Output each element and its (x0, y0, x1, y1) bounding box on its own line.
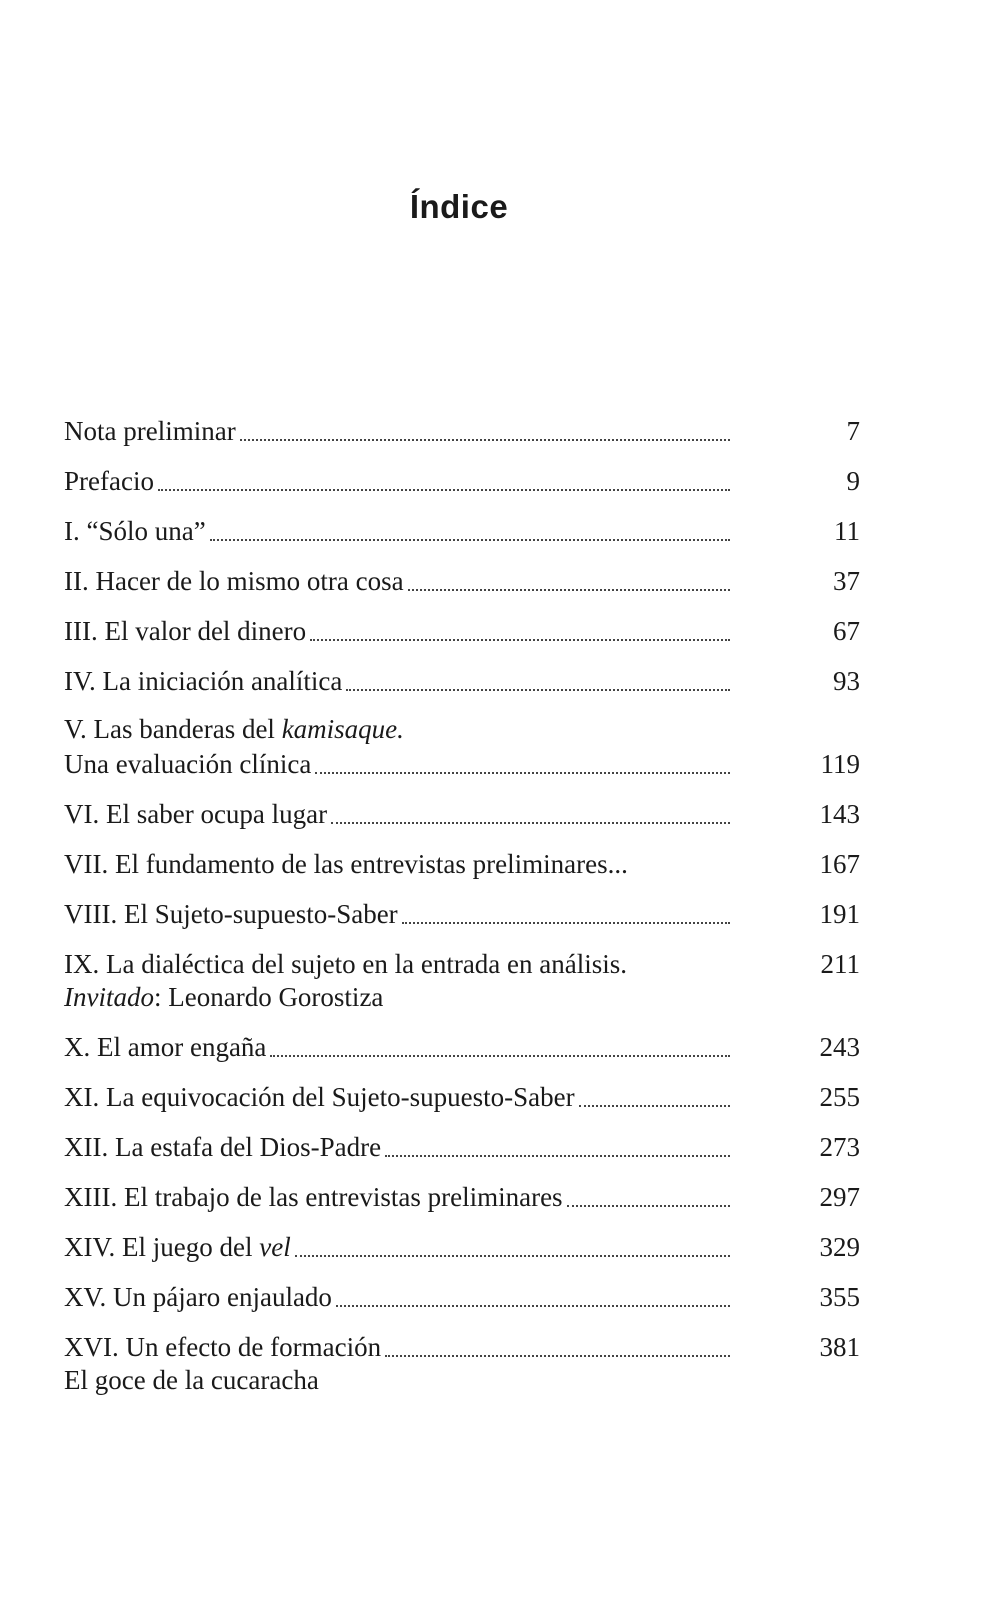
toc-entry-label: XVI. Un efecto de formación (64, 1332, 382, 1362)
toc-entry-chapter-9 (64, 947, 860, 1015)
toc-entry-page: 243 (819, 1032, 860, 1062)
dot-leader (158, 489, 730, 491)
toc-entry-page: 191 (819, 899, 860, 929)
dot-leader (567, 1205, 730, 1207)
dot-leader (315, 772, 730, 774)
toc-entry-page: 11 (834, 516, 860, 546)
toc-entry-page: 297 (819, 1182, 860, 1212)
dot-leader (579, 1105, 730, 1107)
toc-entry-label: II. Hacer de lo mismo otra cosa (64, 566, 404, 596)
toc-entry-label: XV. Un pájaro enjaulado (64, 1282, 332, 1312)
toc-entry-chapter-14 (64, 1230, 860, 1265)
toc-entry-chapter-16 (64, 1330, 860, 1398)
dot-leader (346, 689, 730, 691)
toc-entry-label: I. “Sólo una” (64, 516, 206, 546)
toc-entry-chapter-15 (64, 1280, 860, 1315)
dot-leader (385, 1355, 730, 1357)
dot-leader (336, 1305, 730, 1307)
toc-entry-chapter-6 (64, 797, 860, 832)
toc-entry-page: 93 (833, 666, 860, 696)
dot-leader (295, 1255, 730, 1257)
toc-entry-page: 211 (820, 949, 860, 979)
toc-entry-label: V. Las banderas del (64, 714, 282, 744)
toc-entry-chapter-2 (64, 564, 860, 599)
dot-leader (270, 1055, 730, 1057)
toc-entry-label: X. El amor engaña (64, 1032, 267, 1062)
toc-entry-label: III. El valor del dinero (64, 616, 307, 646)
toc-entry-label-line2: El goce de la cucaracha (64, 1365, 319, 1395)
toc-entry-label-italic: vel (259, 1232, 291, 1262)
toc-entry-chapter-3 (64, 614, 860, 649)
toc-entry-chapter-11 (64, 1080, 860, 1115)
toc-entry-label: VIII. El Sujeto-supuesto-Saber (64, 899, 398, 929)
toc-entry-page: 143 (819, 799, 860, 829)
toc-entry-prefacio (64, 464, 860, 499)
toc-entry-page: 7 (846, 416, 860, 446)
toc-entry-page: 273 (819, 1132, 860, 1162)
toc-entry-page: 37 (833, 566, 860, 596)
toc-entry-label-line2: Una evaluación clínica (64, 749, 312, 779)
toc-entry-chapter-12 (64, 1130, 860, 1165)
toc-entry-label-italic: kamisaque. (281, 714, 404, 744)
toc-entry-chapter-13 (64, 1180, 860, 1215)
toc-entry-label (64, 1230, 291, 1265)
toc-entry-page: 9 (846, 466, 860, 496)
toc-entry-label: XII. La estafa del Dios-Padre (64, 1132, 382, 1162)
toc-entry-label: IV. La iniciación analítica (64, 666, 343, 696)
dot-leader (310, 639, 730, 641)
dot-leader (331, 822, 730, 824)
dot-leader (402, 922, 730, 924)
toc-entry-label: XI. La equivocación del Sujeto-supuesto-Saber (64, 1082, 575, 1112)
dot-leader (240, 439, 730, 441)
toc-entry-page: 119 (820, 749, 860, 779)
toc-entry-page: 381 (819, 1332, 860, 1362)
table-of-contents (64, 414, 860, 1398)
toc-entry-page: 355 (819, 1282, 860, 1312)
toc-entry-chapter-4 (64, 664, 860, 699)
page-title: Índice (409, 188, 509, 225)
toc-entry-page: 167 (819, 849, 860, 879)
toc-entry-page: 67 (833, 616, 860, 646)
toc-entry-chapter-10 (64, 1030, 860, 1065)
toc-entry-label: VII. El fundamento de las entrevistas preliminares... (64, 849, 628, 879)
toc-entry-label: XIII. El trabajo de las entrevistas preliminares (64, 1182, 563, 1212)
dot-leader (385, 1155, 730, 1157)
toc-entry-page: 255 (819, 1082, 860, 1112)
toc-entry-chapter-7 (64, 847, 860, 882)
toc-entry-label: VI. El saber ocupa lugar (64, 799, 328, 829)
toc-entry-chapter-1 (64, 514, 860, 549)
toc-entry-chapter-5 (64, 712, 860, 782)
dot-leader (210, 539, 730, 541)
toc-entry-chapter-8 (64, 897, 860, 932)
guest-name: : Leonardo Gorostiza (153, 982, 384, 1012)
guest-label: Invitado (64, 982, 154, 1012)
toc-entry-label: Prefacio (64, 466, 154, 496)
toc-entry-label: IX. La dialéctica del sujeto en la entrada en análisis. (64, 949, 628, 979)
dot-leader (408, 589, 730, 591)
toc-entry-page: 329 (819, 1232, 860, 1262)
toc-entry-label: Nota preliminar (64, 416, 236, 446)
toc-entry-label-prefix: XIV. El juego del (64, 1232, 260, 1262)
toc-entry-nota-preliminar (64, 414, 860, 449)
